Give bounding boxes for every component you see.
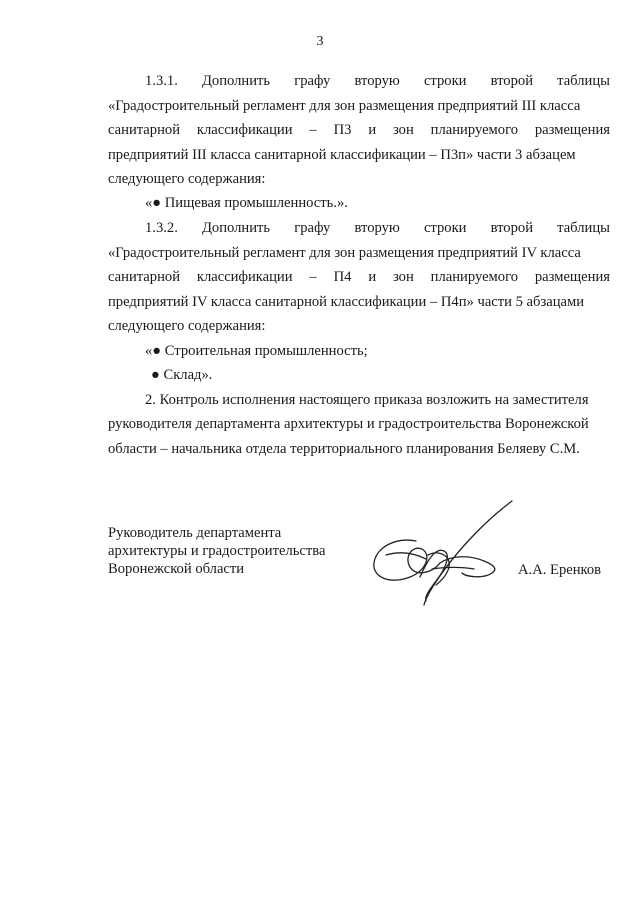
para-131-line-1: 1.3.1. Дополнить графу вторую строки второй таблицы: [145, 73, 610, 89]
para-132-line-4: предприятий IV класса санитарной классификации – П4п» части 5 абзацами: [108, 294, 585, 310]
page-number: 3: [316, 34, 324, 49]
para-131-line-4: предприятий III класса санитарной классификации – П3п» части 3 абзацем: [108, 147, 576, 163]
para-2-line-2: руководителя департамента архитектуры и градостроительства Воронежской: [108, 416, 589, 432]
para-132-line-2: «Градостроительный регламент для зон размещения предприятий IV класса: [108, 245, 581, 261]
para-131-line-3: санитарной классификации – П3 и зон планируемого размещения: [108, 122, 610, 138]
para-131-line-2: «Градостроительный регламент для зон размещения предприятий III класса: [108, 98, 581, 114]
para-132-line-3: санитарной классификации – П4 и зон планируемого размещения: [108, 269, 610, 285]
para-132-bullet-2: ● Склад».: [151, 367, 213, 383]
handwritten-signature-icon: [366, 497, 516, 609]
para-131-bullet: «● Пищевая промышленность.».: [145, 195, 348, 211]
para-2-line-3: области – начальника отдела территориального планирования Беляеву С.М.: [108, 441, 580, 457]
para-131-line-5: следующего содержания:: [108, 171, 266, 187]
para-132-line-5: следующего содержания:: [108, 318, 266, 334]
para-2-line-1: 2. Контроль исполнения настоящего приказа возложить на заместителя: [145, 392, 589, 408]
para-132-line-1: 1.3.2. Дополнить графу вторую строки второй таблицы: [145, 220, 610, 236]
para-132-bullet-1: «● Строительная промышленность;: [145, 343, 368, 359]
signatory-title: Руководитель департамента архитектуры и градостроительства Воронежской области: [108, 525, 326, 577]
signatory-name: А.А. Еренков: [518, 562, 602, 578]
